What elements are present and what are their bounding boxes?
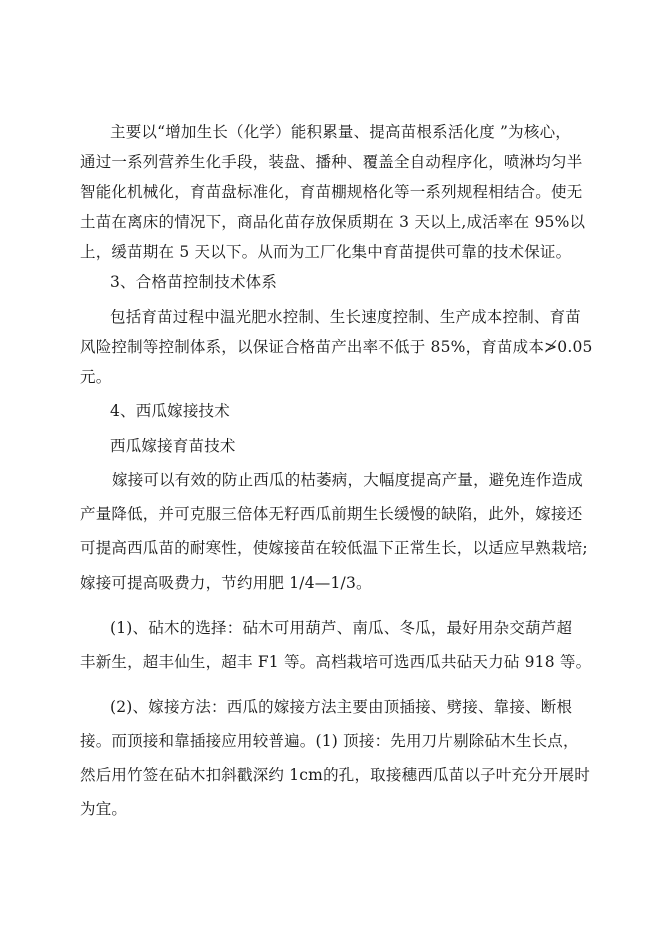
section-heading-4: 4、西瓜嫁接技术	[110, 402, 230, 420]
paragraph-2-line-2: 风险控制等控制体系，以保证合格苗产出率不低于 85%，育苗成本≯0.05	[80, 338, 593, 356]
paragraph-1-line-3: 智能化机械化，育苗盘标准化，育苗棚规格化等一系列规程相结合。使无	[80, 183, 583, 201]
paragraph-3-line-3: 可提高西瓜苗的耐寒性，使嫁接苗在较低温下正常生长，以适应早熟栽培;	[80, 539, 588, 557]
paragraph-2-line-1: 包括育苗过程中温光肥水控制、生长速度控制、生产成本控制、育苗	[110, 308, 582, 326]
paragraph-1-line-5: 上，缓苗期在 5 天以下。从而为工厂化集中育苗提供可靠的技术保证。	[80, 243, 572, 261]
paragraph-5-line-3: 然后用竹签在砧木扣斜戳深约 1cm的孔，取接穗西瓜苗以子叶充分开展时	[80, 766, 590, 784]
paragraph-3-line-4: 嫁接可提高吸费力，节约用肥 1/4—1/3。	[80, 574, 372, 592]
sub-heading: 西瓜嫁接育苗技术	[110, 437, 236, 455]
paragraph-5-line-2: 接。而顶接和靠插接应用较普遍。(1) 顶接：先用刀片剔除砧木生长点，	[80, 732, 579, 750]
paragraph-1-line-4: 土苗在离床的情况下，商品化苗存放保质期在 3 天以上,成活率在 95%以	[80, 213, 586, 231]
section-heading-3: 3、合格苗控制技术体系	[110, 273, 278, 291]
paragraph-1-line-2: 通过一系列营养生化手段，装盘、播种、覆盖全自动程序化，喷淋均匀半	[80, 153, 583, 171]
paragraph-2-line-3: 元。	[80, 368, 112, 386]
paragraph-5-line-4: 为宜。	[80, 800, 128, 818]
paragraph-1-line-1: 主要以“增加生长（化学）能积累量、提高苗根系活化度 ”为核心，	[110, 123, 571, 141]
paragraph-4-line-2: 丰新生，超丰仙生，超丰 F1 等。高档栽培可选西瓜共砧天力砧 918 等。	[80, 653, 592, 671]
paragraph-3-line-1: 嫁接可以有效的防止西瓜的枯萎病，大幅度提高产量，避免连作造成	[112, 471, 584, 489]
paragraph-5-line-1: (2)、嫁接方法：西瓜的嫁接方法主要由顶插接、劈接、靠接、断根	[110, 698, 573, 716]
paragraph-3-line-2: 产量降低，并可克服三倍体无籽西瓜前期生长缓慢的缺陷，此外，嫁接还	[80, 505, 583, 523]
paragraph-4-line-1: (1)、砧木的选择：砧木可用葫芦、南瓜、冬瓜，最好用杂交葫芦超	[110, 619, 573, 637]
